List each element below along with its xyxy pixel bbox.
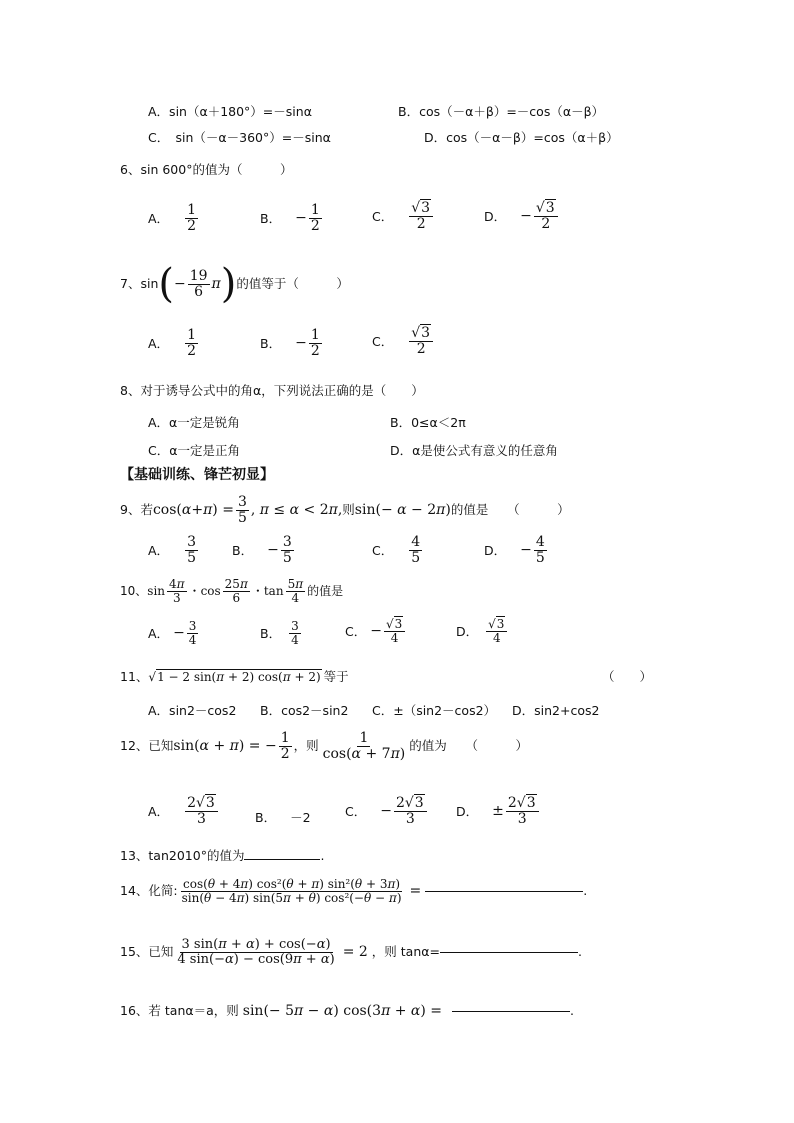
- q14-text: 14、化简:: [120, 882, 178, 898]
- q11-stem: 11、 √1 − 2 sin(π + 2) cos(π + 2) 等于: [120, 669, 349, 685]
- q8-option-d: D．α是使公式有意义的任意角: [390, 443, 558, 458]
- option-label: A．: [148, 543, 170, 559]
- q15-text: 15、已知: [120, 943, 174, 959]
- q5-option-a: A．sin（α＋180°）=－sinα: [148, 104, 312, 119]
- q10-option-d: D． $\frac{√3}{4}$: [456, 618, 509, 644]
- q15-line: 15、已知 $\frac{3 \sin(\pi + \alpha) + \cos(-\alpha)}{4 \sin(-\alpha) - \cos(9\pi + \alpha)}$ = 2 ，则 tanα= .: [120, 937, 582, 967]
- option-label: D．: [456, 804, 479, 820]
- q11-option-a: A．sin2－cos2: [148, 703, 237, 718]
- q6-option-c: C． $\frac{√3}{2}$: [372, 201, 435, 231]
- q9-option-d: D． − $\frac{4}{5}$: [484, 534, 545, 566]
- option-label: C．: [372, 543, 394, 559]
- q10-option-c: C． − $\frac{√3}{4}$: [345, 618, 407, 644]
- q9-option-b: B． − $\frac{3}{5}$: [232, 534, 292, 566]
- q7-suffix: 的值等于（ ）: [236, 275, 349, 291]
- q9-num: 9、若: [120, 501, 153, 517]
- q8-option-c: C．α一定是正角: [148, 443, 240, 458]
- option-label: D．: [484, 543, 507, 559]
- q9-option-c: C． $\frac{4}{5}$: [372, 534, 421, 566]
- q12-end: 的值为 （ ）: [409, 737, 528, 753]
- q12-option-c: C． − $\frac{2√3}{3}$: [345, 796, 429, 826]
- right-paren: ): [220, 261, 237, 307]
- q7-option-b: B． − $\frac{1}{2}$: [260, 327, 320, 359]
- q11-answer-paren: （ ）: [602, 669, 653, 684]
- q7-prefix: 7、sin: [120, 275, 159, 291]
- answer-blank[interactable]: [452, 1011, 570, 1012]
- q6-option-a: A． $\frac{1}{2}$: [148, 202, 196, 234]
- q8-option-a: A．α一定是锐角: [148, 415, 240, 430]
- answer-blank[interactable]: [440, 952, 578, 953]
- q14-line: 14、化简: $\frac{\text{cos(θ + 4π) cos²(θ + π) sin²(θ + 3π)}}{\text{sin(θ − 4π) sin(5π + θ) cos²(−θ − π)}}$ = .: [120, 877, 588, 905]
- option-label: B．: [255, 810, 277, 825]
- q15-end: .: [577, 943, 582, 959]
- q13-end: .: [320, 848, 325, 863]
- q12-stem: 12、已知 sin(α + π) = − $\frac{1}{2}$ ，则 $\frac{1}{\cos(\alpha + 7\pi)}$ 的值为 （ ）: [120, 730, 528, 762]
- q10-num: 10、: [120, 584, 148, 599]
- q16-text: 16、若 tanα＝a，则: [120, 1002, 239, 1018]
- q7-stem: 7、sin ( − $\frac{19}{6}$ π ) 的值等于（ ）: [120, 261, 349, 307]
- q8-option-b: B．0≤α＜2π: [390, 415, 466, 430]
- q9-end: 的值是 （ ）: [450, 501, 570, 517]
- option-label: A．: [148, 336, 170, 352]
- q6-option-d: D． − $\frac{√3}{2}$: [484, 201, 560, 231]
- q9-option-a: A． $\frac{3}{5}$: [148, 534, 196, 566]
- q6-option-b: B． − $\frac{1}{2}$: [260, 202, 320, 234]
- q16-line: 16、若 tanα＝a，则 sin(− 5π − α) cos(3π + α) = .: [120, 1002, 575, 1019]
- q6-stem: 6、sin 600°的值为（ ）: [120, 162, 293, 177]
- option-label: C．: [345, 624, 367, 640]
- option-label: A．: [148, 804, 170, 820]
- q10-option-b: B． $\frac{3}{4}$: [260, 619, 299, 647]
- option-label: B．: [260, 336, 282, 352]
- option-label: B．: [260, 211, 282, 227]
- q15-mid: ，则 tanα=: [371, 943, 440, 959]
- q12-mid: ，则: [293, 737, 319, 753]
- q7-option-a: A． $\frac{1}{2}$: [148, 327, 196, 359]
- q12-option-b: B． －2: [255, 810, 311, 825]
- option-label: C．: [372, 209, 394, 225]
- option-label: A．: [148, 626, 170, 642]
- option-label: C．: [345, 804, 367, 820]
- q13-line: [120, 850, 324, 863]
- q12-option-d: D． ± $\frac{2√3}{3}$: [456, 796, 541, 826]
- q12-num: 12、已知: [120, 737, 174, 753]
- option-label: B．: [260, 626, 282, 642]
- left-paren: (: [158, 261, 174, 307]
- q16-end: .: [570, 1002, 575, 1018]
- q11-option-d: D．sin2+cos2: [512, 703, 600, 718]
- q11-option-c: C．±（sin2－cos2）: [372, 703, 497, 718]
- q11-option-b: B．cos2－sin2: [260, 703, 349, 718]
- q14-end: .: [583, 882, 588, 898]
- q10-stem: 10、 sin $\frac{4\pi}{3}$ ・ cos $\frac{25\pi}{6}$ ・ tan $\frac{5\pi}{4}$ 的值是: [120, 577, 344, 605]
- q11-end: 等于: [323, 669, 349, 684]
- q9-mid: 则: [342, 501, 355, 517]
- q13-text: 13、tan2010°的值为: [120, 848, 245, 863]
- option-label: D．: [456, 624, 479, 640]
- q5-option-b: B．cos（－α＋β）=－cos（α－β）: [398, 104, 605, 119]
- option-label: A．: [148, 211, 170, 227]
- option-label: D．: [484, 209, 507, 225]
- answer-blank[interactable]: [244, 859, 320, 860]
- q5-option-d: D．cos（－α－β）=cos（α＋β）: [424, 130, 619, 145]
- section-heading: 【基础训练、锋芒初显】: [120, 467, 274, 483]
- q5-option-c: C． sin（－α－360°）=－sinα: [148, 130, 331, 145]
- q7-option-c: C． $\frac{√3}{2}$: [372, 326, 435, 356]
- option-label: B．: [232, 543, 254, 559]
- q10-option-a: A． − $\frac{3}{4}$: [148, 619, 197, 647]
- q11-num: 11、: [120, 669, 149, 684]
- q12-option-a: A． $\frac{2√3}{3}$: [148, 796, 220, 826]
- option-label: C．: [372, 334, 394, 350]
- q8-stem: 8、对于诱导公式中的角α，下列说法正确的是（ ）: [120, 383, 424, 398]
- answer-blank[interactable]: [425, 891, 583, 892]
- q9-stem: 9、若 cos(α+π) = $\frac{3}{5}$ , π ≤ α < 2π, 则 sin(− α − 2π) 的值是 （ ）: [120, 494, 570, 526]
- q10-end: 的值是: [307, 584, 344, 599]
